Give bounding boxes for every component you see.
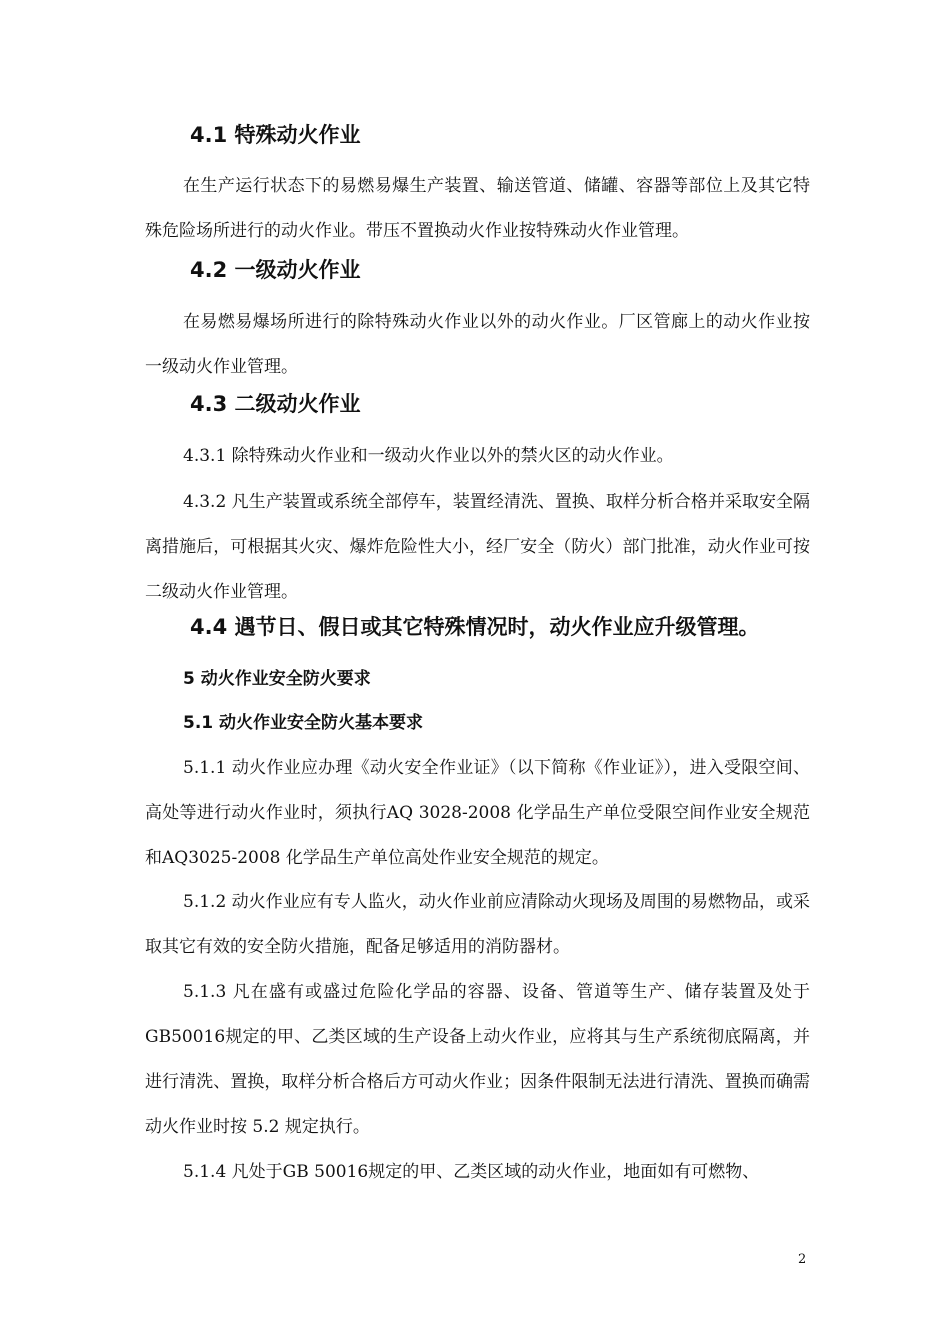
paragraph-5-1-2: 5.1.2 动火作业应有专人监火，动火作业前应清除动火现场及周围的易燃物品，或采取其它有效的安全防火措施，配备足够适用的消防器材。: [145, 892, 810, 957]
paragraph-4-1: 在生产运行状态下的易燃易爆生产装置、输送管道、储罐、容器等部位上及其它特殊危险场所进行的动火作业。带压不置换动火作业按特殊动火作业管理。: [145, 176, 810, 241]
heading-4-1: 4.1 特殊动火作业: [190, 123, 361, 147]
paragraph-4-3-2: 4.3.2 凡生产装置或系统全部停车，装置经清洗、置换、取样分析合格并采取安全隔离措施后，可根据其火灾、爆炸危险性大小，经厂安全（防火）部门批准，动火作业可按二级动火作业管理。: [145, 492, 810, 602]
paragraph-5-1-1: 5.1.1 动火作业应办理《动火安全作业证》（以下简称《作业证》），进入受限空间、高处等进行动火作业时，须执行AQ 3028-2008 化学品生产单位受限空间作业安全规范和AQ3025-2008 化学品生产单位高处作业安全规范的规定。: [145, 758, 810, 868]
paragraph-5-1-3: 5.1.3 凡在盛有或盛过危险化学品的容器、设备、管道等生产、储存装置及处于GB50016规定的甲、乙类区域的生产设备上动火作业，应将其与生产系统彻底隔离，并进行清洗、置换，取样分析合格后方可动火作业；因条件限制无法进行清洗、置换而确需动火作业时按 5.2 规定执行。: [145, 982, 810, 1137]
paragraph-4-3-1: 4.3.1 除特殊动火作业和一级动火作业以外的禁火区的动火作业。: [183, 446, 674, 466]
heading-4-4: 4.4 遇节日、假日或其它特殊情况时，动火作业应升级管理。: [190, 615, 760, 639]
page-number: 2: [798, 1252, 807, 1267]
section-5-title: 5 动火作业安全防火要求: [183, 669, 371, 689]
paragraph-5-1-4: 5.1.4 凡处于GB 50016规定的甲、乙类区域的动火作业，地面如有可燃物、: [183, 1162, 760, 1182]
paragraph-4-2: 在易燃易爆场所进行的除特殊动火作业以外的动火作业。厂区管廊上的动火作业按一级动火作业管理。: [145, 312, 810, 377]
heading-4-3: 4.3 二级动火作业: [190, 392, 361, 416]
heading-4-2: 4.2 一级动火作业: [190, 258, 361, 282]
section-5-1-title: 5.1 动火作业安全防火基本要求: [183, 713, 424, 733]
